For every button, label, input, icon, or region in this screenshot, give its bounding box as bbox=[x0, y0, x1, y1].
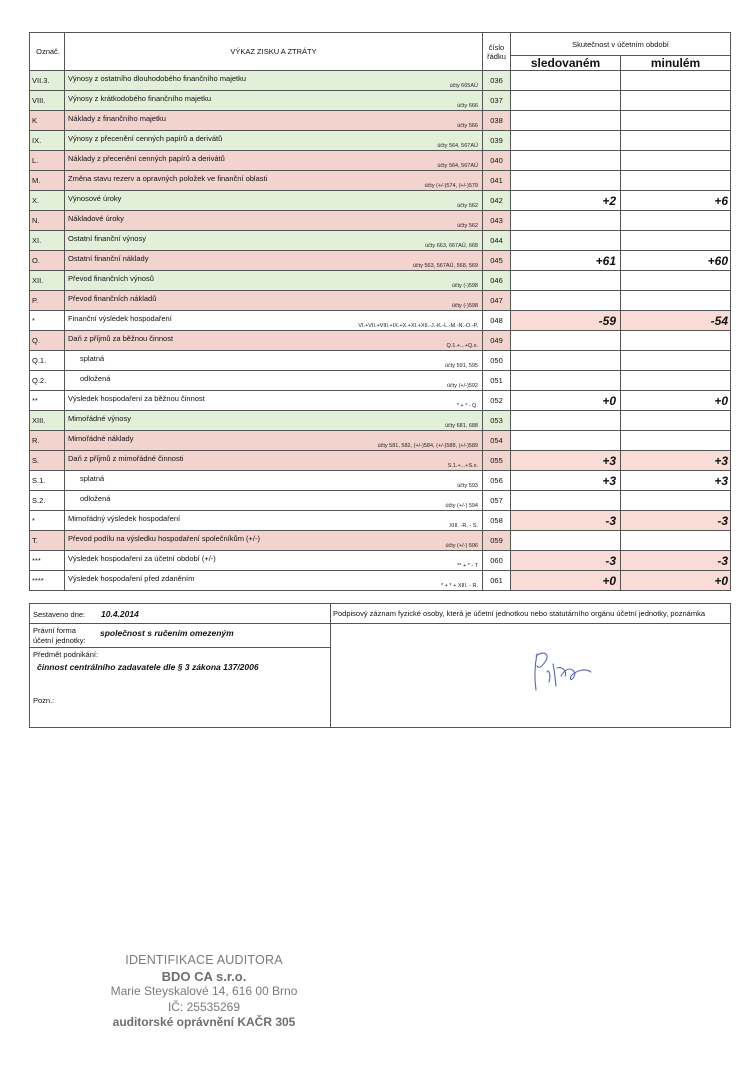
table-row bbox=[30, 471, 731, 491]
row-description: Výsledek hospodaření před zdaněním bbox=[68, 574, 195, 583]
row-description-cell bbox=[65, 291, 483, 311]
row-description-cell bbox=[65, 191, 483, 211]
row-previous-value bbox=[621, 531, 731, 551]
row-line-number: 045 bbox=[483, 251, 511, 271]
row-current-value bbox=[511, 331, 621, 351]
row-previous-value: -3 bbox=[621, 551, 731, 571]
row-previous-value bbox=[621, 231, 731, 251]
row-description: Náklady z finančního majetku bbox=[68, 114, 166, 123]
row-current-value: +2 bbox=[511, 191, 621, 211]
code-column-header: Označ. bbox=[30, 33, 65, 71]
legal-form-value: společnost s ručením omezeným bbox=[100, 628, 234, 638]
row-accounts: účty 562 bbox=[457, 223, 478, 229]
row-accounts: účty 564, 567AÚ bbox=[437, 163, 478, 169]
row-description-cell bbox=[65, 211, 483, 231]
row-code: XI. bbox=[30, 231, 65, 251]
row-previous-value: +60 bbox=[621, 251, 731, 271]
row-previous-value bbox=[621, 411, 731, 431]
row-code: N. bbox=[30, 211, 65, 231]
row-accounts: účty (+/-)574, (+/-)579 bbox=[424, 183, 478, 189]
row-code: Q.1. bbox=[30, 351, 65, 371]
row-description: Mimořádné náklady bbox=[68, 434, 134, 443]
row-line-number: 055 bbox=[483, 451, 511, 471]
note-label: Pozn.: bbox=[33, 696, 55, 705]
row-current-value bbox=[511, 371, 621, 391]
table-row bbox=[30, 151, 731, 171]
row-line-number: 039 bbox=[483, 131, 511, 151]
row-code: O. bbox=[30, 251, 65, 271]
row-line-number: 046 bbox=[483, 271, 511, 291]
row-accounts: účty (-)598 bbox=[451, 303, 478, 309]
table-title: VÝKAZ ZISKU A ZTRÁTY bbox=[65, 33, 483, 71]
row-accounts: účty 665AÚ bbox=[449, 83, 478, 89]
row-description: Výnosy z ostatního dlouhodobého finančního majetku bbox=[68, 74, 247, 83]
table-row bbox=[30, 331, 731, 351]
row-accounts: účty 681, 688 bbox=[444, 423, 478, 429]
row-accounts: ** + * - T bbox=[457, 563, 478, 569]
row-line-number: 042 bbox=[483, 191, 511, 211]
row-accounts: účty (-)598 bbox=[451, 283, 478, 289]
row-code: S.1. bbox=[30, 471, 65, 491]
auditor-stamp bbox=[95, 953, 313, 1031]
table-row bbox=[30, 371, 731, 391]
row-description-cell bbox=[65, 251, 483, 271]
row-current-value bbox=[511, 111, 621, 131]
row-description-cell bbox=[65, 331, 483, 351]
row-description: Změna stavu rezerv a opravných položek ve finanční oblasti bbox=[68, 174, 268, 183]
row-accounts: účty 666 bbox=[457, 103, 478, 109]
row-current-value bbox=[511, 491, 621, 511]
business-label: Předmět podnikání: bbox=[33, 650, 99, 659]
row-previous-value: +6 bbox=[621, 191, 731, 211]
row-description: Převod finančních nákladů bbox=[68, 294, 157, 303]
compiled-label: Sestaveno dne: bbox=[33, 610, 86, 619]
table-row bbox=[30, 251, 731, 271]
row-previous-value bbox=[621, 71, 731, 91]
table-row bbox=[30, 531, 731, 551]
row-code: * bbox=[30, 311, 65, 331]
table-body bbox=[30, 71, 731, 591]
table-row bbox=[30, 411, 731, 431]
row-code: Q.2. bbox=[30, 371, 65, 391]
row-code: **** bbox=[30, 571, 65, 591]
stamp-ico: IČ: 25535269 bbox=[167, 999, 241, 1014]
row-description-cell bbox=[65, 391, 483, 411]
row-current-value bbox=[511, 271, 621, 291]
row-accounts: účty 566 bbox=[457, 123, 478, 129]
row-description-cell bbox=[65, 151, 483, 171]
row-line-number: 051 bbox=[483, 371, 511, 391]
row-line-number: 043 bbox=[483, 211, 511, 231]
row-accounts: účty 593 bbox=[457, 483, 478, 489]
row-current-value bbox=[511, 171, 621, 191]
row-current-value: +3 bbox=[511, 471, 621, 491]
row-line-number: 053 bbox=[483, 411, 511, 431]
row-current-value bbox=[511, 531, 621, 551]
previous-period-header: minulém bbox=[621, 56, 731, 71]
table-row bbox=[30, 131, 731, 151]
row-current-value: +61 bbox=[511, 251, 621, 271]
row-accounts: účty 563, 567AÚ, 568, 569 bbox=[412, 263, 478, 269]
row-previous-value bbox=[621, 151, 731, 171]
row-previous-value bbox=[621, 271, 731, 291]
table-row bbox=[30, 171, 731, 191]
stamp-title: IDENTIFIKACE AUDITORA bbox=[125, 953, 283, 967]
row-code: X. bbox=[30, 191, 65, 211]
row-description-cell bbox=[65, 471, 483, 491]
line-header-part-2: řádku bbox=[487, 51, 506, 61]
row-accounts: účty 581, 582, (+/-)584, (+/-)588, (+/-)589 bbox=[377, 443, 478, 449]
row-code: VII.3. bbox=[30, 71, 65, 91]
row-code: VIII. bbox=[30, 91, 65, 111]
row-accounts: Q.1.+...+Q.x. bbox=[446, 343, 478, 349]
row-description-cell bbox=[65, 451, 483, 471]
row-current-value: +0 bbox=[511, 391, 621, 411]
row-description: Ostatní finanční výnosy bbox=[68, 234, 146, 243]
compiled-row bbox=[30, 604, 330, 624]
row-description: splatná bbox=[80, 354, 105, 363]
actual-column-header: Skutečnost v účetním období bbox=[511, 33, 731, 56]
row-current-value: +0 bbox=[511, 571, 621, 591]
table-row bbox=[30, 511, 731, 531]
compiled-date: 10.4.2014 bbox=[101, 609, 139, 619]
row-code: * bbox=[30, 511, 65, 531]
row-previous-value: +0 bbox=[621, 391, 731, 411]
stamp-company: BDO CA s.r.o. bbox=[161, 968, 247, 984]
stamp-address: Marie Steyskalové 14, 616 00 Brno bbox=[110, 984, 298, 998]
footer-section bbox=[29, 603, 731, 728]
row-current-value bbox=[511, 131, 621, 151]
signature-image bbox=[529, 646, 609, 696]
row-previous-value: +3 bbox=[621, 451, 731, 471]
row-code: S.2. bbox=[30, 491, 65, 511]
row-previous-value bbox=[621, 111, 731, 131]
row-description-cell bbox=[65, 511, 483, 531]
line-column-header bbox=[483, 33, 511, 71]
table-row bbox=[30, 191, 731, 211]
row-current-value: -3 bbox=[511, 551, 621, 571]
table-row bbox=[30, 111, 731, 131]
row-current-value bbox=[511, 291, 621, 311]
row-description: Náklady z přecenění cenných papírů a derivátů bbox=[68, 154, 225, 163]
row-accounts: účty (+/-) 596 bbox=[445, 543, 478, 549]
row-line-number: 047 bbox=[483, 291, 511, 311]
table-row bbox=[30, 571, 731, 591]
row-description-cell bbox=[65, 111, 483, 131]
table-row bbox=[30, 431, 731, 451]
row-line-number: 040 bbox=[483, 151, 511, 171]
row-previous-value bbox=[621, 291, 731, 311]
row-description: odložená bbox=[80, 494, 111, 503]
table-row bbox=[30, 451, 731, 471]
legal-form-label-2: účetní jednotky: bbox=[33, 636, 86, 645]
row-description: Daň z příjmů z mimořádné činnosti bbox=[68, 454, 184, 463]
line-header-part-1: číslo bbox=[488, 42, 505, 52]
row-description-cell bbox=[65, 411, 483, 431]
row-description: Ostatní finanční náklady bbox=[68, 254, 149, 263]
row-accounts: účty 562 bbox=[457, 203, 478, 209]
row-description-cell bbox=[65, 551, 483, 571]
row-description: Mimořádné výnosy bbox=[68, 414, 131, 423]
row-description-cell bbox=[65, 531, 483, 551]
row-previous-value: +0 bbox=[621, 571, 731, 591]
row-description-cell bbox=[65, 171, 483, 191]
business-value: činnost centrálního zadavatele dle § 3 zákona 137/2006 bbox=[37, 662, 259, 672]
row-description-cell bbox=[65, 91, 483, 111]
footer-left-panel bbox=[30, 604, 331, 727]
row-description: odložená bbox=[80, 374, 111, 383]
table-row bbox=[30, 391, 731, 411]
row-accounts: účty 591, 595 bbox=[444, 363, 478, 369]
row-previous-value bbox=[621, 211, 731, 231]
row-current-value bbox=[511, 431, 621, 451]
row-previous-value bbox=[621, 331, 731, 351]
table-row bbox=[30, 271, 731, 291]
row-line-number: 037 bbox=[483, 91, 511, 111]
row-description: Finanční výsledek hospodaření bbox=[68, 314, 172, 323]
row-accounts: XIII. -R. - S. bbox=[449, 523, 478, 529]
row-code: K bbox=[30, 111, 65, 131]
table-row bbox=[30, 351, 731, 371]
row-accounts: účty (+/-) 594 bbox=[445, 503, 478, 509]
row-previous-value bbox=[621, 351, 731, 371]
row-code: XII. bbox=[30, 271, 65, 291]
row-description-cell bbox=[65, 71, 483, 91]
row-code: L. bbox=[30, 151, 65, 171]
row-description: Převod finančních výnosů bbox=[68, 274, 154, 283]
row-previous-value bbox=[621, 491, 731, 511]
row-previous-value: -54 bbox=[621, 311, 731, 331]
row-previous-value bbox=[621, 171, 731, 191]
current-period-header: sledovaném bbox=[511, 56, 621, 71]
row-line-number: 058 bbox=[483, 511, 511, 531]
row-line-number: 049 bbox=[483, 331, 511, 351]
row-description: Výnosy z přecenění cenných papírů a derivátů bbox=[68, 134, 223, 143]
row-line-number: 054 bbox=[483, 431, 511, 451]
signature-header: Podpisový záznam fyzické osoby, která je účetní jednotkou nebo statutárního orgánu účetní jednotky, poznámka bbox=[331, 604, 730, 624]
row-current-value: -3 bbox=[511, 511, 621, 531]
signature-panel bbox=[331, 604, 730, 727]
row-code: IX. bbox=[30, 131, 65, 151]
legal-form-label-1: Právní forma bbox=[33, 626, 76, 635]
table-row bbox=[30, 91, 731, 111]
row-accounts: * + * + XIII. - R. bbox=[441, 583, 478, 589]
row-description: Výnosové úroky bbox=[68, 194, 122, 203]
row-description-cell bbox=[65, 131, 483, 151]
row-description: Nákladové úroky bbox=[68, 214, 124, 223]
row-line-number: 038 bbox=[483, 111, 511, 131]
table-row bbox=[30, 491, 731, 511]
row-line-number: 057 bbox=[483, 491, 511, 511]
row-accounts: účty 564, 567AÚ bbox=[437, 143, 478, 149]
row-current-value bbox=[511, 211, 621, 231]
row-code: R. bbox=[30, 431, 65, 451]
row-description-cell bbox=[65, 271, 483, 291]
row-description: Daň z příjmů za běžnou činnost bbox=[68, 334, 174, 343]
table-row bbox=[30, 231, 731, 251]
row-previous-value: +3 bbox=[621, 471, 731, 491]
row-description: Převod podílu na výsledku hospodaření společníkům (+/-) bbox=[68, 534, 260, 543]
row-accounts: VI.+VII.+VIII.+IX.+X.+XI.+XII.-J.-K.-L.-M.-N.-O.-P. bbox=[358, 323, 478, 329]
row-code: S. bbox=[30, 451, 65, 471]
row-previous-value: -3 bbox=[621, 511, 731, 531]
row-previous-value bbox=[621, 91, 731, 111]
row-line-number: 059 bbox=[483, 531, 511, 551]
row-description-cell bbox=[65, 491, 483, 511]
table-row bbox=[30, 311, 731, 331]
row-line-number: 060 bbox=[483, 551, 511, 571]
table-row bbox=[30, 71, 731, 91]
row-description-cell bbox=[65, 351, 483, 371]
row-description: Výsledek hospodaření za účetní období (+/-) bbox=[68, 554, 216, 563]
row-description: Mimořádný výsledek hospodaření bbox=[68, 514, 181, 523]
row-line-number: 056 bbox=[483, 471, 511, 491]
row-current-value bbox=[511, 151, 621, 171]
row-accounts: S.1.+...+S.x. bbox=[447, 463, 478, 469]
row-description-cell bbox=[65, 311, 483, 331]
row-current-value bbox=[511, 71, 621, 91]
row-accounts: účty (+/-)592 bbox=[446, 383, 478, 389]
row-accounts: * + * - Q. bbox=[456, 403, 478, 409]
legal-form-row bbox=[30, 624, 330, 648]
row-line-number: 041 bbox=[483, 171, 511, 191]
row-line-number: 048 bbox=[483, 311, 511, 331]
row-code: Q. bbox=[30, 331, 65, 351]
row-code: M. bbox=[30, 171, 65, 191]
row-description: Výnosy z krátkodobého finančního majetku bbox=[68, 94, 212, 103]
row-line-number: 052 bbox=[483, 391, 511, 411]
row-current-value: +3 bbox=[511, 451, 621, 471]
row-previous-value bbox=[621, 131, 731, 151]
profit-loss-table bbox=[29, 32, 731, 591]
row-code: *** bbox=[30, 551, 65, 571]
row-line-number: 061 bbox=[483, 571, 511, 591]
row-current-value: -59 bbox=[511, 311, 621, 331]
row-description-cell bbox=[65, 371, 483, 391]
row-current-value bbox=[511, 411, 621, 431]
row-current-value bbox=[511, 91, 621, 111]
row-previous-value bbox=[621, 431, 731, 451]
row-line-number: 036 bbox=[483, 71, 511, 91]
stamp-permission: auditorské oprávnění KAČR 305 bbox=[112, 1015, 296, 1029]
row-line-number: 044 bbox=[483, 231, 511, 251]
row-code: XIII. bbox=[30, 411, 65, 431]
row-description-cell bbox=[65, 431, 483, 451]
row-description: Výsledek hospodaření za běžnou činnost bbox=[68, 394, 205, 403]
row-description-cell bbox=[65, 231, 483, 251]
row-code: P. bbox=[30, 291, 65, 311]
row-current-value bbox=[511, 231, 621, 251]
table-row bbox=[30, 211, 731, 231]
row-current-value bbox=[511, 351, 621, 371]
row-previous-value bbox=[621, 371, 731, 391]
row-code: T. bbox=[30, 531, 65, 551]
row-accounts: účty 663, 667AÚ, 668 bbox=[425, 243, 478, 249]
row-line-number: 050 bbox=[483, 351, 511, 371]
row-code: ** bbox=[30, 391, 65, 411]
table-row bbox=[30, 551, 731, 571]
table-row bbox=[30, 291, 731, 311]
row-description-cell bbox=[65, 571, 483, 591]
row-description: splatná bbox=[80, 474, 105, 483]
